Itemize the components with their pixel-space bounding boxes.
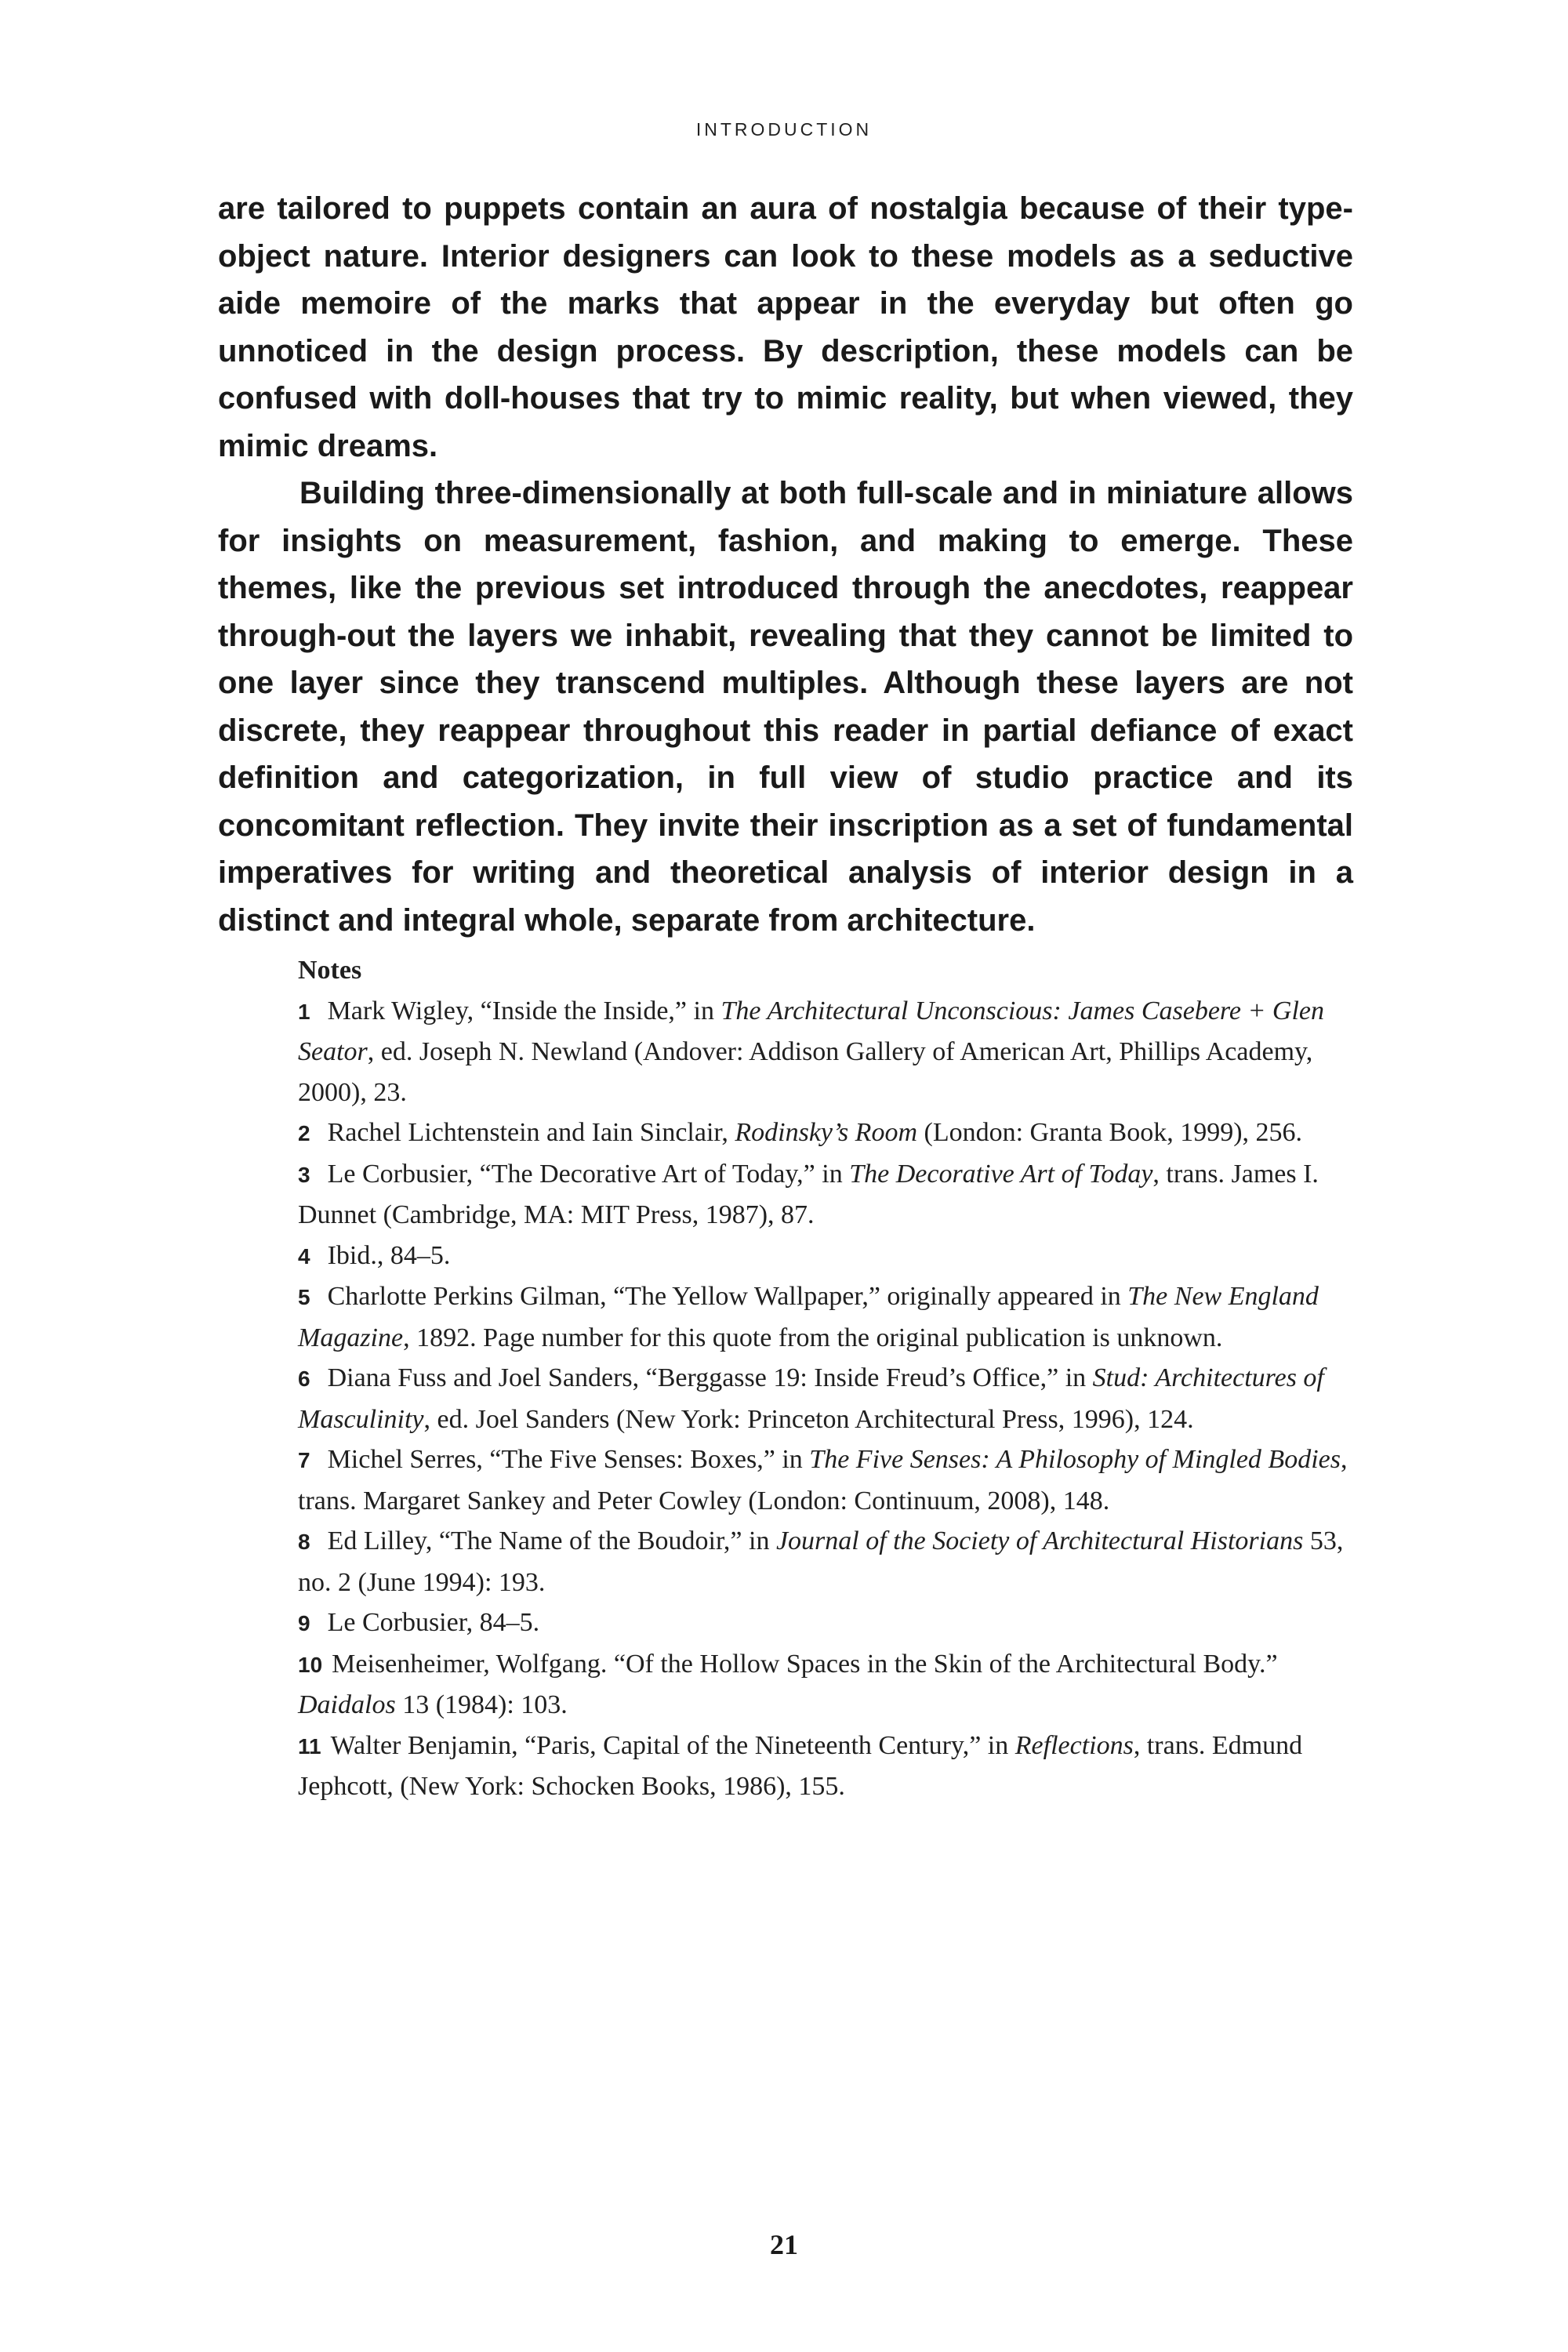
note-number: 6: [298, 1367, 310, 1391]
note-text: [298, 1282, 1319, 1352]
note-text: [328, 1118, 1302, 1147]
note-item: [298, 1154, 1356, 1236]
notes-list: [298, 991, 1356, 1807]
note-number: 10: [298, 1652, 323, 1677]
note-segment: (London: Granta Book, 1999), 256.: [917, 1118, 1303, 1147]
note-item: [298, 1602, 1356, 1644]
note-segment: Walter Benjamin, “Paris, Capital of the Nineteenth Century,” in: [330, 1730, 1015, 1760]
note-title-italic: Daidalos: [298, 1690, 396, 1719]
note-item: [298, 1276, 1356, 1358]
note-text: [298, 1526, 1343, 1597]
note-text: [298, 1363, 1324, 1434]
note-title-italic: Stud: Architectures of Masculinity: [298, 1363, 1324, 1434]
note-title-italic: The Architectural Unconscious: James Casebere + Glen Seator: [298, 996, 1325, 1066]
note-text: [298, 1445, 1347, 1515]
page-number: 21: [770, 2229, 798, 2260]
note-item: [298, 1236, 1356, 1277]
note-number: 9: [298, 1611, 310, 1635]
note-title-italic: Rodinsky’s Room: [735, 1118, 917, 1147]
note-segment: Diana Fuss and Joel Sanders, “Berggasse 19: Inside Freud’s Office,” in: [327, 1363, 1093, 1392]
note-segment: 53, no. 2 (June 1994): 193.: [298, 1526, 1344, 1597]
note-number: 11: [298, 1733, 321, 1759]
note-segment: 13 (1984): 103.: [395, 1690, 568, 1719]
running-head: INTRODUCTION: [695, 119, 873, 140]
note-segment: , 1892. Page number for this quote from the original publication is unknown.: [403, 1323, 1223, 1352]
note-title-italic: Reflections: [1014, 1730, 1134, 1760]
note-segment: Rachel Lichtenstein and Iain Sinclair,: [327, 1118, 735, 1147]
note-segment: , trans. Margaret Sankey and Peter Cowley (London: Continuum, 2008), 148.: [298, 1445, 1348, 1515]
note-segment: , ed. Joel Sanders (New York: Princeton Architectural Press, 1996), 124.: [423, 1404, 1194, 1434]
note-segment: Le Corbusier, “The Decorative Art of Today,” in: [327, 1159, 850, 1189]
note-segment: Michel Serres, “The Five Senses: Boxes,” in: [327, 1445, 810, 1474]
note-number: 1: [298, 999, 310, 1024]
body-paragraph: Building three-dimensionally at both full-scale and in miniature allows for insights on measurement, fashion, and making to emerge. These themes, like the previous set introduced through the anecdotes, reappear through-out the layers we inhabit, revealing that they cannot be limited to one layer since they transcend multiples. Although these layers are not discrete, they reappear throughout this reader in partial defiance of exact definition and categorization, in full view of studio practice and its concomitant reflection. They invite their inscription as a set of fundamental imperatives for writing and theoretical analysis of interior design in a distinct and integral whole, separate from architecture.: [218, 476, 1353, 938]
notes-section: [298, 950, 1356, 1807]
note-number: 4: [298, 1243, 310, 1269]
note-text: [298, 1650, 1278, 1720]
note-text: [298, 1731, 1302, 1802]
note-item: [298, 1644, 1356, 1726]
note-item: [298, 1358, 1356, 1439]
body-paragraph: are tailored to puppets contain an aura of nostalgia because of their type-object nature. Interior designers can look to these models as a seductive aide memoire of the marks that appear in the everyday but often go unnoticed in the design process. By description, these models can be confused with doll-houses that try to mimic reality, but when viewed, they mimic dreams.: [218, 191, 1353, 463]
note-segment: Ed Lilley, “The Name of the Boudoir,” in: [327, 1526, 776, 1555]
note-title-italic: Journal of the Society of Architectural Historians: [775, 1526, 1304, 1555]
note-title-italic: The Decorative Art of Today: [849, 1159, 1153, 1189]
note-title-italic: The New England Magazine: [298, 1282, 1319, 1352]
note-item: [298, 1521, 1356, 1602]
note-number: 7: [298, 1448, 310, 1472]
body-text: [218, 185, 1353, 944]
notes-heading: Notes: [298, 956, 362, 985]
note-segment: Meisenheimer, Wolfgang. “Of the Hollow Spaces in the Skin of the Architectural Body.”: [332, 1649, 1278, 1679]
note-text: [298, 1160, 1319, 1230]
note-number: 2: [298, 1121, 310, 1145]
note-text: [298, 996, 1324, 1107]
note-number: 8: [298, 1530, 310, 1554]
note-item: [298, 1726, 1356, 1807]
note-item: [298, 991, 1356, 1113]
note-text: [328, 1608, 540, 1637]
note-segment: , trans. James I. Dunnet (Cambridge, MA: MIT Press, 1987), 87.: [298, 1159, 1319, 1229]
note-number: 5: [298, 1285, 310, 1309]
note-segment: , ed. Joseph N. Newland (Andover: Addison Gallery of American Art, Phillips Academy, 2000), 23.: [298, 1037, 1313, 1107]
note-segment: Le Corbusier, 84–5.: [327, 1608, 540, 1637]
note-number: 3: [298, 1162, 310, 1187]
note-item: [298, 1112, 1356, 1154]
note-segment: Charlotte Perkins Gilman, “The Yellow Wallpaper,” originally appeared in: [327, 1282, 1128, 1311]
note-segment: Mark Wigley, “Inside the Inside,” in: [327, 996, 721, 1025]
note-title-italic: The Five Senses: A Philosophy of Mingled Bodies: [809, 1445, 1341, 1474]
note-text: [328, 1241, 451, 1270]
note-segment: , trans. Edmund Jephcott, (New York: Schocken Books, 1986), 155.: [298, 1730, 1303, 1801]
note-item: [298, 1439, 1356, 1521]
note-segment: Ibid., 84–5.: [327, 1240, 451, 1270]
